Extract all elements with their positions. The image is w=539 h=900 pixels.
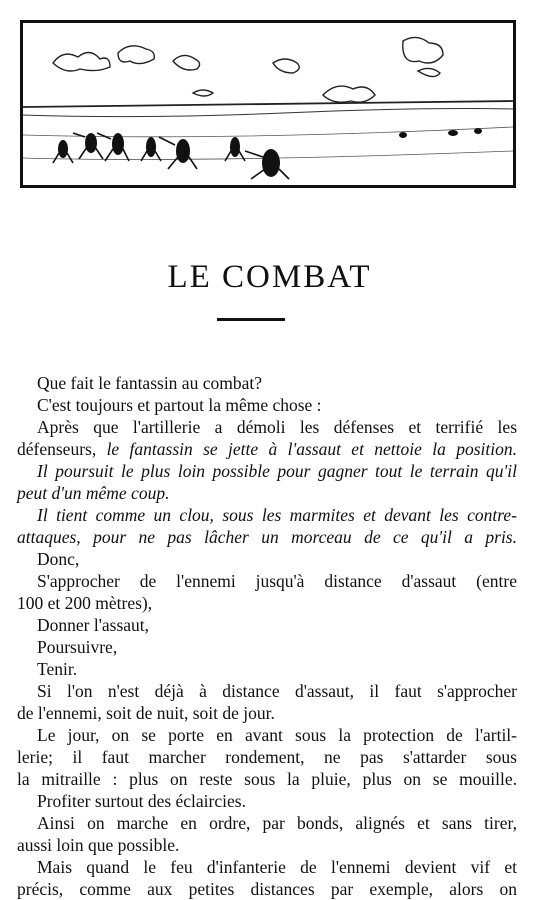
text-line: Il tient comme un clou, sous les marmites et devant les contre- — [37, 505, 517, 525]
text-line: Le jour, on se porte en avant sous la protection de l'artil- — [37, 725, 517, 745]
battle-illustration — [20, 20, 516, 188]
text-line: Mais quand le feu d'infanterie de l'ennemi devient vif et — [37, 857, 517, 877]
text-segment: défenseurs, — [17, 439, 107, 459]
text-line: Tenir. — [37, 659, 78, 679]
text-line: Si l'on n'est déjà à distance d'assaut, il faut s'approcher — [37, 681, 517, 701]
text-line: C'est toujours et partout la même chose : — [37, 395, 322, 415]
text-line: Poursuivre, — [37, 637, 118, 657]
text-line: la mitraille : plus on reste sous la pluie, plus on se mouille. — [17, 769, 517, 789]
text-line: S'approcher de l'ennemi jusqu'à distance d'assaut (entre — [37, 571, 517, 591]
body-text — [17, 372, 517, 900]
text-line: Après que l'artillerie a démoli les défenses et terrifié les — [37, 417, 517, 437]
text-line: aussi loin que possible. — [17, 835, 180, 855]
text-line: lerie; il faut marcher rondement, ne pas s'attarder sous — [17, 747, 517, 767]
title-divider — [217, 318, 285, 321]
text-line: Que fait le fantassin au combat? — [37, 373, 262, 393]
text-line: Ainsi on marche en ordre, par bonds, alignés et sans tirer, — [37, 813, 517, 833]
text-line: peut d'un même coup. — [17, 483, 170, 503]
text-segment-italic: le fantassin se jette à l'assaut et nettoie la position. — [106, 439, 517, 459]
page-title: LE COMBAT — [167, 259, 372, 295]
text-line: attaques, pour ne pas lâcher un morceau de ce qu'il a pris. — [17, 527, 517, 547]
text-line: précis, comme aux petites distances par exemple, alors on — [17, 879, 517, 899]
battle-scene-drawing — [23, 23, 513, 185]
text-line: Profiter surtout des éclaircies. — [37, 791, 246, 811]
text-line: Donner l'assaut, — [37, 615, 150, 635]
text-line: de l'ennemi, soit de nuit, soit de jour. — [17, 703, 275, 723]
text-line: 100 et 200 mètres), — [17, 593, 153, 613]
text-line: Il poursuit le plus loin possible pour gagner tout le terrain qu'il — [37, 461, 517, 481]
text-line — [17, 438, 517, 460]
text-line: Donc, — [37, 549, 80, 569]
